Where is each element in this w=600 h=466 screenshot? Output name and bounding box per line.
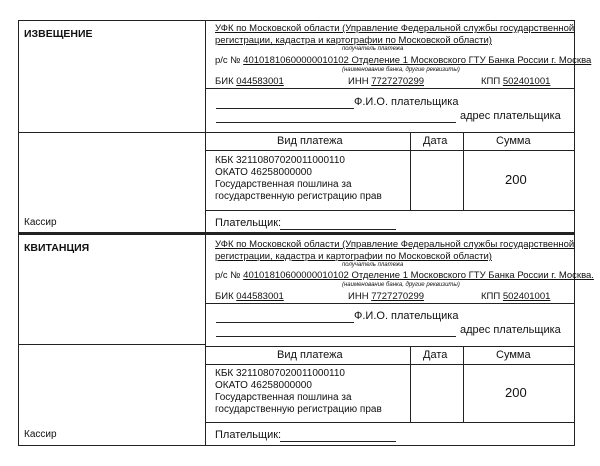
account-number: 40101810600000010102 Отделение 1 Московского ГТУ Банка России г. Москва (243, 55, 592, 66)
inn-label: ИНН (348, 291, 369, 302)
recipient-line-1: УФК по Московской области (Управление Федеральной службы государственной (215, 23, 575, 34)
left-panel-rule (18, 132, 206, 133)
table-col-divider-2 (463, 132, 464, 210)
cashier-label: Кассир (24, 217, 57, 228)
col-header-type: Вид платежа (277, 135, 343, 147)
kpp-field (481, 76, 550, 87)
table-col-divider-1 (410, 132, 411, 210)
form-bottom-border (18, 445, 575, 446)
bank-caption: (наименование банка, другие реквизиты) (342, 282, 460, 288)
kpp-value: 502401001 (502, 291, 551, 302)
table-bottom-rule (206, 422, 574, 423)
fio-signature-line (216, 322, 354, 323)
address-signature-line (216, 122, 456, 123)
kpp-label: КПП (481, 76, 501, 87)
address-signature-line (216, 336, 456, 337)
purpose-line-1: Государственная пошлина за (215, 392, 352, 403)
payer-label: Плательщик: (215, 429, 282, 441)
fio-label: Ф.И.О. плательщика (354, 96, 459, 108)
address-label: адрес плательщика (460, 324, 561, 336)
section-divider (18, 232, 575, 235)
form-top-border (18, 20, 575, 21)
col-header-date: Дата (423, 349, 448, 361)
recipient-line-2: регистрации, кадастра и картографии по Московской области) (215, 35, 492, 46)
bank-caption: (наименование банка, другие реквизиты) (342, 67, 460, 73)
kbk-code: КБК 32110807020011000110 (215, 368, 345, 379)
table-col-divider-1 (410, 346, 411, 422)
account-row (215, 270, 594, 281)
inn-label: ИНН (348, 76, 369, 87)
col-header-sum: Сумма (496, 349, 531, 361)
fio-signature-line (216, 108, 354, 109)
table-top-rule (206, 346, 574, 347)
payer-signature-line (280, 229, 396, 230)
recipient-line-2: регистрации, кадастра и картографии по Московской области) (215, 251, 492, 262)
inn-field (348, 76, 424, 87)
inn-value: 7727270299 (371, 76, 425, 87)
okato-code: ОКАТО 46258000000 (215, 167, 312, 178)
kpp-value: 502401001 (502, 76, 551, 87)
payment-form (18, 20, 594, 446)
bik-field (215, 76, 284, 87)
col-header-date: Дата (423, 135, 448, 147)
bik-label: БИК (215, 291, 234, 302)
inn-value: 7727270299 (371, 291, 425, 302)
left-panel-rule (18, 344, 206, 345)
payer-label: Плательщик: (215, 217, 282, 229)
amount-value: 200 (505, 172, 527, 187)
cashier-label: Кассир (24, 429, 57, 440)
table-header-rule (206, 150, 574, 151)
account-prefix: р/с № (215, 55, 241, 66)
recipient-caption: получатель платежа (342, 46, 404, 52)
amount-value: 200 (505, 385, 527, 400)
requisites-rule (206, 88, 574, 89)
purpose-line-1: Государственная пошлина за (215, 179, 352, 190)
col-header-type: Вид платежа (277, 349, 343, 361)
account-prefix: р/с № (215, 270, 241, 281)
section-title: КВИТАНЦИЯ (24, 242, 90, 254)
table-col-divider-2 (463, 346, 464, 422)
table-header-rule (206, 364, 574, 365)
bik-value: 044583001 (236, 76, 284, 87)
inn-field (348, 291, 424, 302)
account-row (215, 55, 591, 66)
okato-code: ОКАТО 46258000000 (215, 380, 312, 391)
kbk-code: КБК 32110807020011000110 (215, 155, 345, 166)
bik-field (215, 291, 284, 302)
fio-label: Ф.И.О. плательщика (354, 310, 459, 322)
bik-label: БИК (215, 76, 234, 87)
purpose-line-2: государственную регистрацию прав (215, 191, 382, 202)
purpose-line-2: государственную регистрацию прав (215, 404, 382, 415)
kpp-label: КПП (481, 291, 501, 302)
recipient-line-1: УФК по Московской области (Управление Федеральной службы государственной (215, 239, 575, 250)
table-bottom-rule (206, 210, 574, 211)
kpp-field (481, 291, 550, 302)
requisites-rule (206, 303, 574, 304)
recipient-caption: получатель платежа (342, 262, 404, 268)
account-number: 40101810600000010102 Отделение 1 Московского ГТУ Банка России г. Москва. (243, 270, 594, 281)
payer-signature-line (280, 441, 396, 442)
bik-value: 044583001 (236, 291, 284, 302)
table-top-rule (206, 132, 574, 133)
section-title: ИЗВЕЩЕНИЕ (24, 28, 93, 40)
address-label: адрес плательщика (460, 110, 561, 122)
col-header-sum: Сумма (496, 135, 531, 147)
